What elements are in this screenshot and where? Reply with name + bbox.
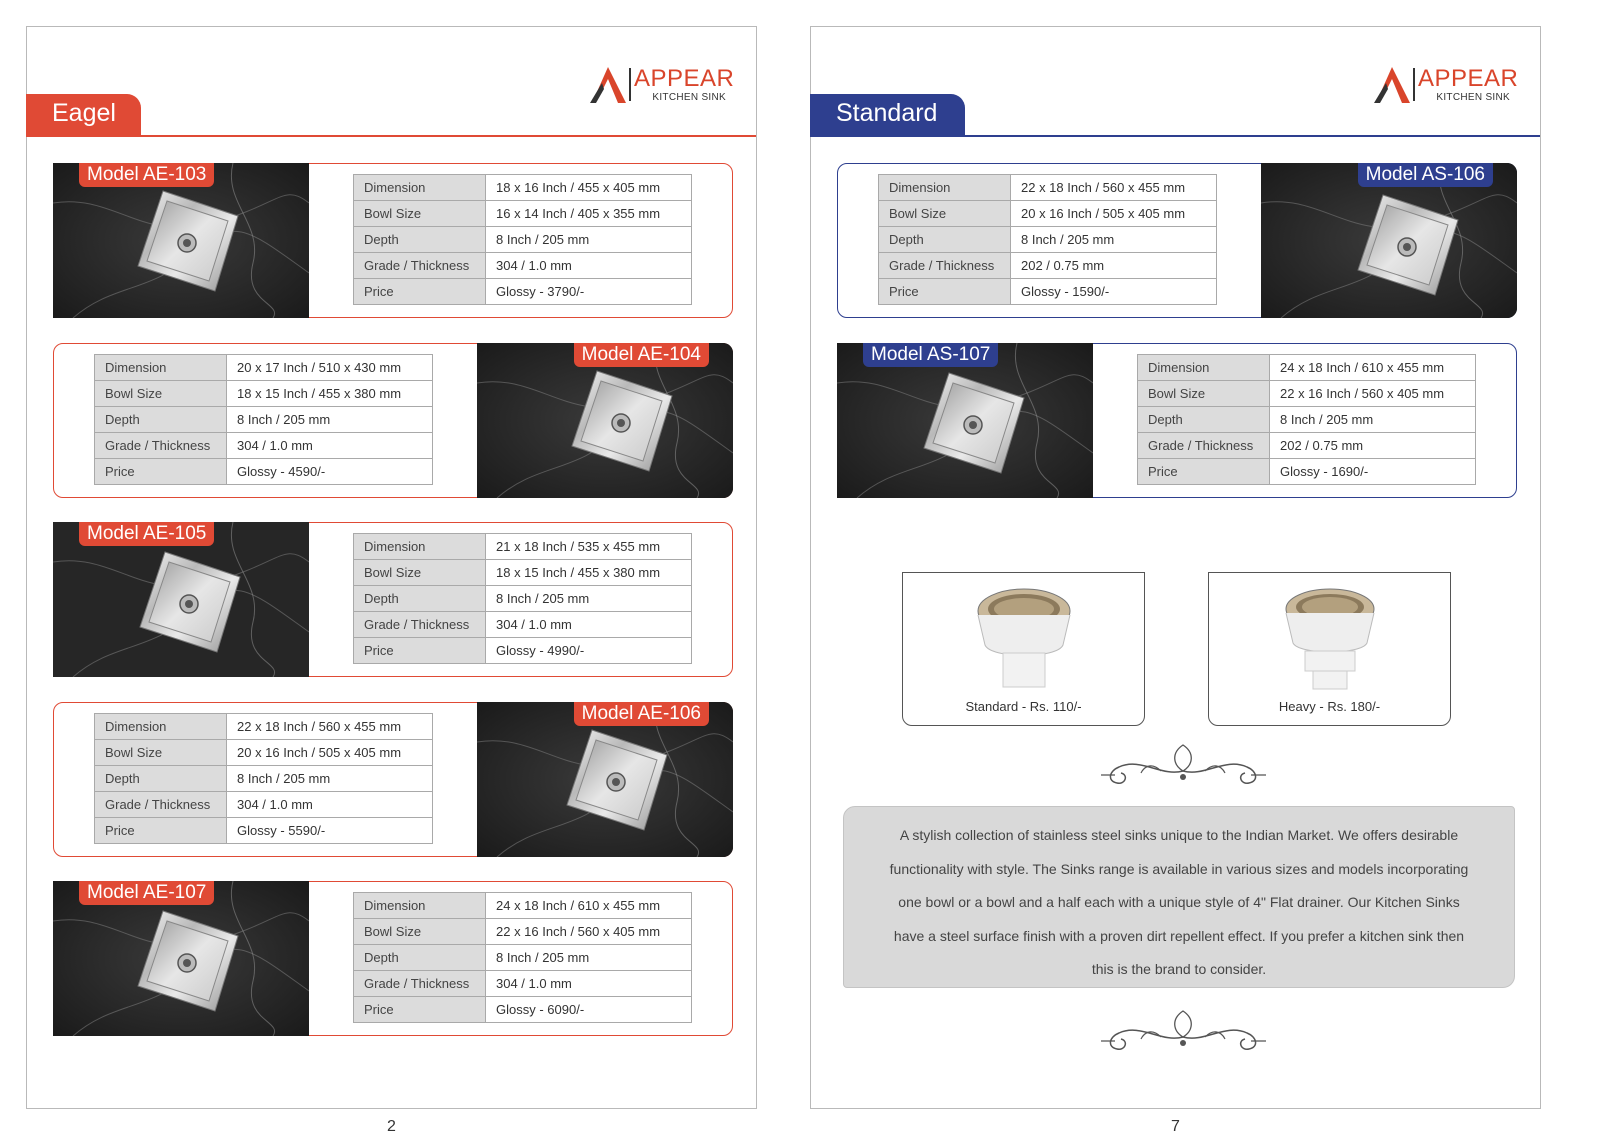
spec-label: Depth bbox=[95, 407, 227, 433]
description-line: A stylish collection of stainless steel sinks unique to the Indian Market. We offers desirable bbox=[899, 827, 1459, 843]
drain-caption: Heavy - Rs. 180/- bbox=[1278, 699, 1381, 714]
model-label: Model AE-104 bbox=[574, 343, 709, 367]
spec-value: 20 x 17 Inch / 510 x 430 mm bbox=[227, 355, 433, 381]
spec-value: 8 Inch / 205 mm bbox=[486, 227, 692, 253]
spec-value: 304 / 1.0 mm bbox=[486, 971, 692, 997]
product-photo bbox=[53, 163, 309, 318]
spec-row bbox=[1138, 355, 1476, 381]
spec-value: Glossy - 6090/- bbox=[486, 997, 692, 1023]
brand-description bbox=[843, 806, 1515, 988]
spec-value: 16 x 14 Inch / 405 x 355 mm bbox=[486, 201, 692, 227]
spec-label: Depth bbox=[354, 586, 486, 612]
spec-row bbox=[879, 175, 1217, 201]
header-rule bbox=[811, 135, 1540, 137]
appear-a-icon bbox=[588, 65, 628, 105]
spec-value: 18 x 15 Inch / 455 x 380 mm bbox=[227, 381, 433, 407]
spec-value: Glossy - 1590/- bbox=[1011, 279, 1217, 305]
drain-card-standard bbox=[902, 572, 1145, 726]
spec-value: 304 / 1.0 mm bbox=[227, 433, 433, 459]
ornament-divider-icon bbox=[1101, 743, 1266, 787]
spec-label: Dimension bbox=[879, 175, 1011, 201]
spec-label: Price bbox=[1138, 459, 1270, 485]
product-card-ae-104 bbox=[53, 343, 733, 498]
spec-row bbox=[95, 355, 433, 381]
spec-label: Price bbox=[95, 459, 227, 485]
spec-value: 22 x 16 Inch / 560 x 405 mm bbox=[486, 919, 692, 945]
spec-row bbox=[95, 433, 433, 459]
spec-row bbox=[354, 638, 692, 664]
product-photo bbox=[477, 343, 733, 498]
spec-label: Grade / Thickness bbox=[95, 433, 227, 459]
spec-value: 20 x 16 Inch / 505 x 405 mm bbox=[227, 740, 433, 766]
spec-label: Bowl Size bbox=[354, 201, 486, 227]
spec-label: Bowl Size bbox=[95, 381, 227, 407]
spec-label: Price bbox=[354, 997, 486, 1023]
spec-row bbox=[1138, 407, 1476, 433]
description-line: one bowl or a bowl and a half each with a unique style of 4" Flat drainer. Our Kitchen Sinks bbox=[898, 894, 1460, 910]
spec-row bbox=[95, 740, 433, 766]
category-tab: Eagel bbox=[26, 94, 141, 137]
spec-value: 8 Inch / 205 mm bbox=[1270, 407, 1476, 433]
spec-value: 22 x 18 Inch / 560 x 455 mm bbox=[1011, 175, 1217, 201]
drain-card-heavy bbox=[1208, 572, 1451, 726]
spec-row bbox=[354, 560, 692, 586]
model-label: Model AS-106 bbox=[1358, 163, 1493, 187]
spec-table bbox=[94, 713, 433, 844]
spec-value: 20 x 16 Inch / 505 x 405 mm bbox=[1011, 201, 1217, 227]
spec-table bbox=[353, 174, 692, 305]
spec-row bbox=[95, 766, 433, 792]
product-card-as-107 bbox=[837, 343, 1517, 498]
ornament-divider-icon bbox=[1101, 1009, 1266, 1053]
spec-label: Grade / Thickness bbox=[879, 253, 1011, 279]
header-rule bbox=[27, 135, 756, 137]
spec-label: Bowl Size bbox=[354, 919, 486, 945]
description-line: functionality with style. The Sinks range is available in various sizes and models incorporating bbox=[889, 860, 1469, 877]
brand-name: APPEAR bbox=[634, 65, 735, 92]
sink-strainer-icon bbox=[961, 581, 1087, 697]
spec-label: Bowl Size bbox=[1138, 381, 1270, 407]
spec-label: Depth bbox=[95, 766, 227, 792]
product-card-ae-105 bbox=[53, 522, 733, 677]
appear-a-icon bbox=[1372, 65, 1412, 105]
model-label: Model AE-106 bbox=[574, 702, 709, 726]
spec-label: Depth bbox=[354, 227, 486, 253]
product-photo bbox=[53, 522, 309, 677]
spec-row bbox=[95, 407, 433, 433]
spec-row bbox=[354, 534, 692, 560]
product-photo bbox=[53, 881, 309, 1036]
spec-value: 8 Inch / 205 mm bbox=[486, 586, 692, 612]
spec-label: Price bbox=[354, 279, 486, 305]
spec-value: Glossy - 4590/- bbox=[227, 459, 433, 485]
spec-row bbox=[95, 792, 433, 818]
spec-row bbox=[354, 612, 692, 638]
spec-row bbox=[1138, 459, 1476, 485]
model-label: Model AS-107 bbox=[863, 343, 998, 367]
spec-value: 24 x 18 Inch / 610 x 455 mm bbox=[1270, 355, 1476, 381]
spec-label: Bowl Size bbox=[354, 560, 486, 586]
spec-row bbox=[354, 971, 692, 997]
spec-table bbox=[94, 354, 433, 485]
spec-value: 304 / 1.0 mm bbox=[486, 612, 692, 638]
spec-table bbox=[353, 892, 692, 1023]
spec-row bbox=[879, 253, 1217, 279]
logo-divider bbox=[629, 68, 631, 101]
spec-value: Glossy - 1690/- bbox=[1270, 459, 1476, 485]
spec-table bbox=[353, 533, 692, 664]
spec-row bbox=[95, 714, 433, 740]
spec-value: Glossy - 4990/- bbox=[486, 638, 692, 664]
spec-row bbox=[354, 253, 692, 279]
spec-label: Bowl Size bbox=[95, 740, 227, 766]
product-card-ae-103 bbox=[53, 163, 733, 318]
product-card-ae-107 bbox=[53, 881, 733, 1036]
spec-row bbox=[354, 997, 692, 1023]
spec-label: Depth bbox=[879, 227, 1011, 253]
brand-subtitle: KITCHEN SINK bbox=[652, 92, 726, 103]
spec-label: Price bbox=[354, 638, 486, 664]
spec-label: Grade / Thickness bbox=[1138, 433, 1270, 459]
logo-divider bbox=[1413, 68, 1415, 101]
spec-value: Glossy - 3790/- bbox=[486, 279, 692, 305]
spec-label: Price bbox=[879, 279, 1011, 305]
model-label: Model AE-103 bbox=[79, 163, 214, 187]
brand-name: APPEAR bbox=[1418, 65, 1519, 92]
spec-label: Dimension bbox=[1138, 355, 1270, 381]
sink-strainer-icon bbox=[1267, 581, 1393, 697]
spec-value: 22 x 18 Inch / 560 x 455 mm bbox=[227, 714, 433, 740]
spec-label: Depth bbox=[354, 945, 486, 971]
spec-row bbox=[354, 586, 692, 612]
spec-table bbox=[878, 174, 1217, 305]
spec-label: Bowl Size bbox=[879, 201, 1011, 227]
spec-table bbox=[1137, 354, 1476, 485]
brand-logo bbox=[588, 65, 735, 109]
spec-row bbox=[354, 201, 692, 227]
catalog-page-left bbox=[26, 26, 757, 1132]
model-label: Model AE-105 bbox=[79, 522, 214, 546]
spec-row bbox=[879, 279, 1217, 305]
category-tab: Standard bbox=[810, 94, 965, 137]
spec-value: 21 x 18 Inch / 535 x 455 mm bbox=[486, 534, 692, 560]
product-photo bbox=[1261, 163, 1517, 318]
product-photo bbox=[477, 702, 733, 857]
spec-row bbox=[354, 227, 692, 253]
spec-value: 8 Inch / 205 mm bbox=[227, 766, 433, 792]
spec-row bbox=[354, 945, 692, 971]
spec-label: Dimension bbox=[354, 175, 486, 201]
spec-row bbox=[354, 279, 692, 305]
description-line: have a steel surface finish with a proven dirt repellent effect. If you prefer a kitchen sink then bbox=[893, 927, 1465, 944]
spec-value: 202 / 0.75 mm bbox=[1011, 253, 1217, 279]
spec-value: 202 / 0.75 mm bbox=[1270, 433, 1476, 459]
spec-label: Price bbox=[95, 818, 227, 844]
spec-value: 18 x 15 Inch / 455 x 380 mm bbox=[486, 560, 692, 586]
spec-value: 304 / 1.0 mm bbox=[486, 253, 692, 279]
spec-value: 8 Inch / 205 mm bbox=[1011, 227, 1217, 253]
model-label: Model AE-107 bbox=[79, 881, 214, 905]
spec-value: 18 x 16 Inch / 455 x 405 mm bbox=[486, 175, 692, 201]
spec-value: 304 / 1.0 mm bbox=[227, 792, 433, 818]
spec-label: Grade / Thickness bbox=[354, 612, 486, 638]
page-number: 7 bbox=[1171, 1118, 1180, 1132]
spec-row bbox=[879, 227, 1217, 253]
spec-label: Dimension bbox=[95, 355, 227, 381]
spec-row bbox=[354, 175, 692, 201]
spec-label: Dimension bbox=[354, 893, 486, 919]
product-photo bbox=[837, 343, 1093, 498]
spec-row bbox=[1138, 381, 1476, 407]
spec-label: Depth bbox=[1138, 407, 1270, 433]
spec-row bbox=[354, 919, 692, 945]
spec-value: Glossy - 5590/- bbox=[227, 818, 433, 844]
drain-caption: Standard - Rs. 110/- bbox=[965, 699, 1082, 714]
brand-logo bbox=[1372, 65, 1519, 109]
page-number: 2 bbox=[387, 1118, 396, 1132]
spec-value: 8 Inch / 205 mm bbox=[486, 945, 692, 971]
spec-row bbox=[95, 381, 433, 407]
spec-row bbox=[95, 818, 433, 844]
spec-label: Dimension bbox=[95, 714, 227, 740]
spec-value: 22 x 16 Inch / 560 x 405 mm bbox=[1270, 381, 1476, 407]
brand-subtitle: KITCHEN SINK bbox=[1436, 92, 1510, 103]
spec-row bbox=[95, 459, 433, 485]
spec-label: Grade / Thickness bbox=[354, 971, 486, 997]
product-card-ae-106 bbox=[53, 702, 733, 857]
spec-row bbox=[1138, 433, 1476, 459]
product-card-as-106 bbox=[837, 163, 1517, 318]
catalog-page-right bbox=[810, 26, 1541, 1132]
spec-label: Grade / Thickness bbox=[354, 253, 486, 279]
spec-value: 24 x 18 Inch / 610 x 455 mm bbox=[486, 893, 692, 919]
spec-label: Grade / Thickness bbox=[95, 792, 227, 818]
spec-row bbox=[354, 893, 692, 919]
spec-label: Dimension bbox=[354, 534, 486, 560]
spec-value: 8 Inch / 205 mm bbox=[227, 407, 433, 433]
description-line: this is the brand to consider. bbox=[1091, 961, 1267, 977]
spec-row bbox=[879, 201, 1217, 227]
